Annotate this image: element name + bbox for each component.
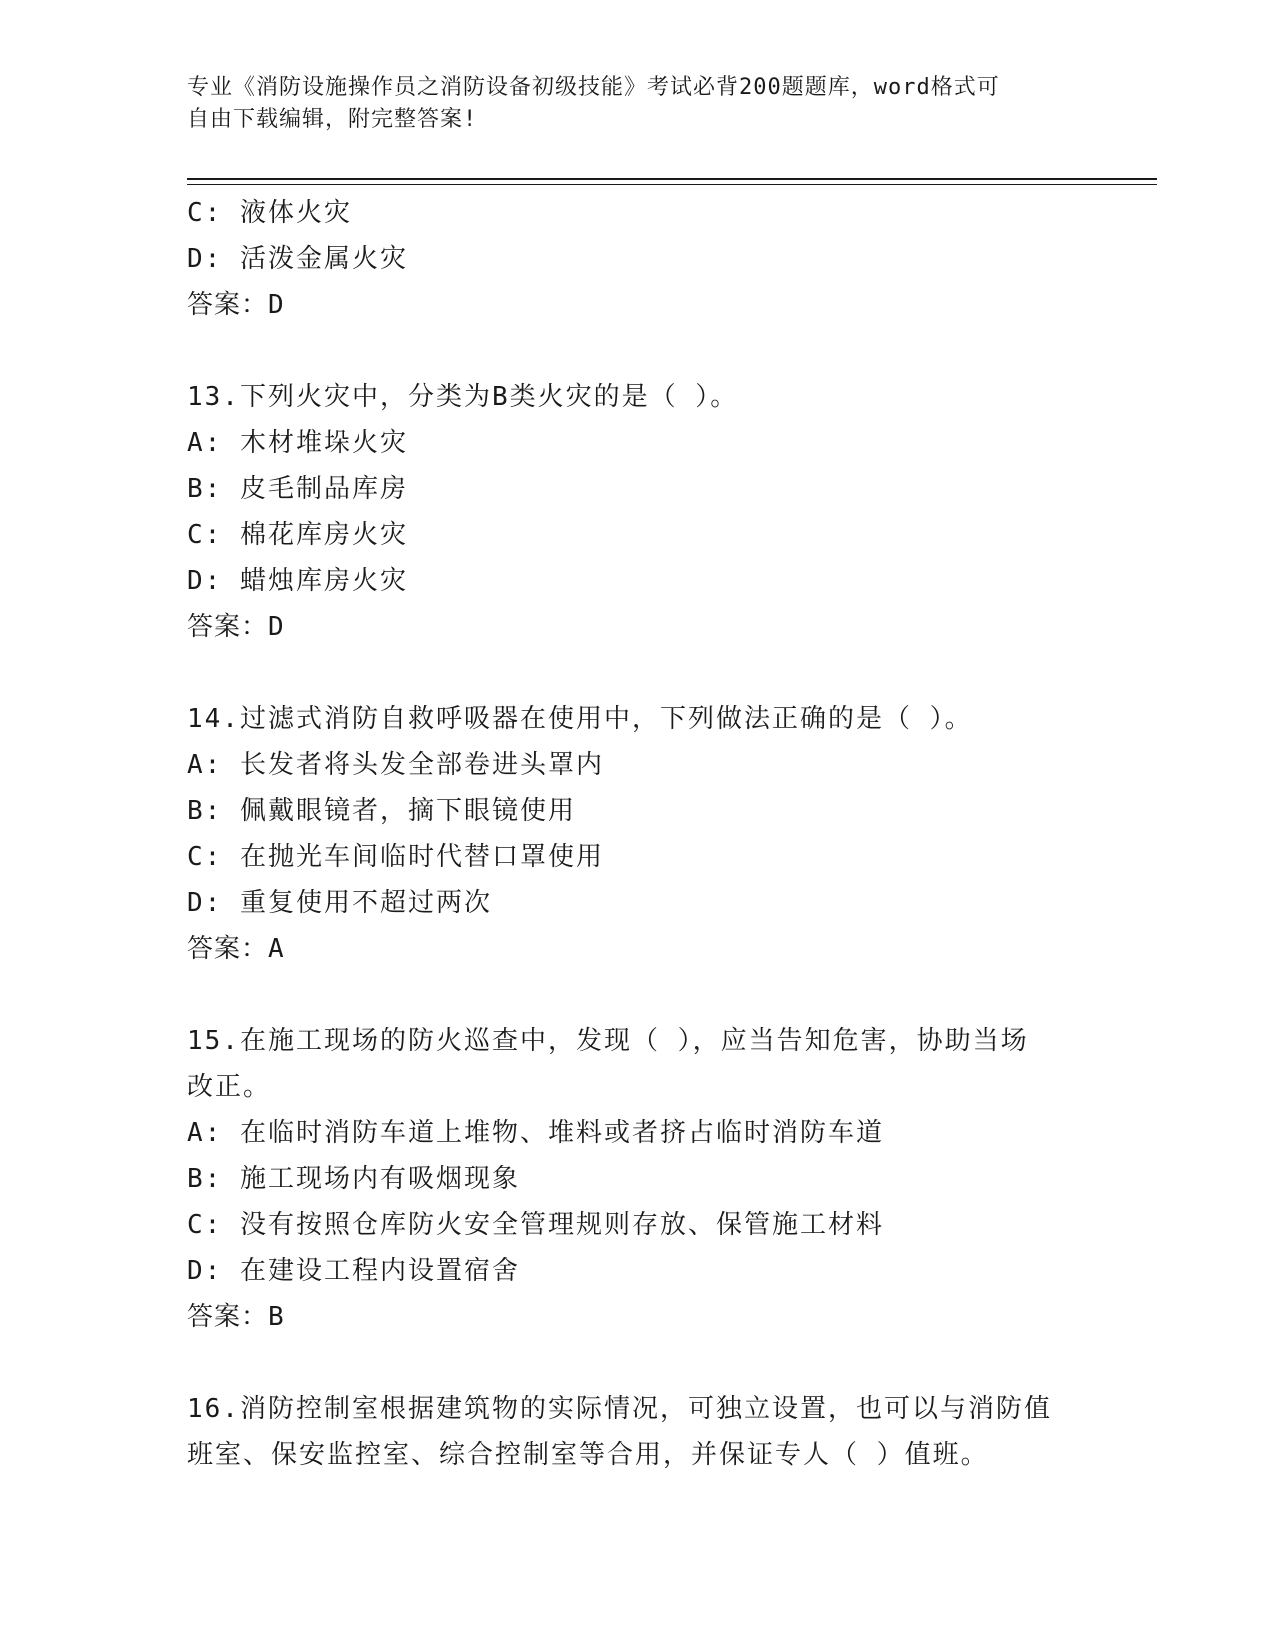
option-d: D: 在建设工程内设置宿舍 [187, 1256, 520, 1286]
question-15 [187, 1018, 1087, 1340]
document-header [187, 72, 1067, 136]
option-a: A: 在临时消防车道上堆物、堆料或者挤占临时消防车道 [187, 1118, 884, 1148]
header-line-2: 自由下载编辑，附完整答案! [187, 107, 478, 132]
option-c: C: 液体火灾 [187, 198, 352, 228]
option-c: C: 没有按照仓库防火安全管理规则存放、保管施工材料 [187, 1210, 884, 1240]
question-stem-line-2: 改正。 [187, 1072, 272, 1102]
option-d: D: 活泼金属火灾 [187, 244, 408, 274]
question-stem: 14.过滤式消防自救呼吸器在使用中，下列做法正确的是（ ）。 [187, 704, 973, 734]
option-c: C: 在抛光车间临时代替口罩使用 [187, 842, 604, 872]
answer: 答案：B [187, 1302, 285, 1332]
option-c: C: 棉花库房火灾 [187, 520, 408, 550]
answer: 答案：D [187, 612, 285, 642]
question-stem-line-1: 16.消防控制室根据建筑物的实际情况，可独立设置，也可以与消防值 [187, 1394, 1052, 1424]
header-rule-thick [187, 178, 1157, 180]
answer: 答案：A [187, 934, 285, 964]
question-16 [187, 1386, 1087, 1478]
question-stem-line-1: 15.在施工现场的防火巡查中，发现（ ），应当告知危害，协助当场 [187, 1026, 1029, 1056]
option-b: B: 施工现场内有吸烟现象 [187, 1164, 520, 1194]
option-a: A: 木材堆垛火灾 [187, 428, 408, 458]
option-d: D: 蜡烛库房火灾 [187, 566, 408, 596]
question-14 [187, 696, 1087, 972]
question-list [187, 190, 1087, 1478]
question-stem: 13.下列火灾中，分类为B类火灾的是（ ）。 [187, 382, 739, 412]
option-a: A: 长发者将头发全部卷进头罩内 [187, 750, 604, 780]
answer: 答案：D [187, 290, 285, 320]
question-13 [187, 374, 1087, 650]
question-12-tail [187, 190, 1087, 328]
header-line-1: 专业《消防设施操作员之消防设备初级技能》考试必背200题题库，word格式可 [187, 75, 1000, 100]
header-rule-thin [187, 184, 1157, 185]
option-b: B: 皮毛制品库房 [187, 474, 408, 504]
option-d: D: 重复使用不超过两次 [187, 888, 492, 918]
question-stem-line-2: 班室、保安监控室、综合控制室等合用，并保证专人（ ）值班。 [187, 1440, 989, 1470]
option-b: B: 佩戴眼镜者，摘下眼镜使用 [187, 796, 576, 826]
